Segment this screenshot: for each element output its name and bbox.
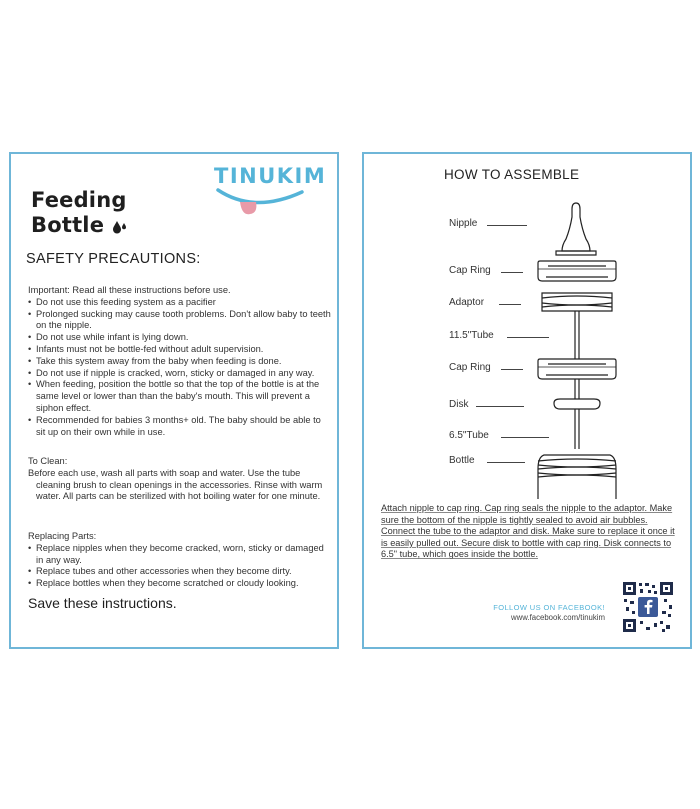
list-item: • When feeding, position the bottle so that the top of the bottle is at the same level or lower than than the baby's mouth. This will prevent a siphon effect. (28, 379, 332, 414)
label-cap-ring-bottom: Cap Ring (449, 362, 491, 373)
assembly-diagram (524, 199, 634, 499)
title-line-bottle: Bottle (31, 213, 105, 237)
smile-tongue-icon (214, 188, 329, 224)
facebook-icon (638, 597, 658, 617)
list-item: • Do not use if nipple is cracked, worn, sticky or damaged in any way. (28, 368, 332, 380)
assembly-instructions: Attach nipple to cap ring. Cap ring seals the nipple to the adaptor. Make sure the bottom of the nipple is tightly sealed to avoid air bubbles. Connect the tube to the adaptor and disk. Make sure to replace it once it is easily pulled out. Secure disk to bottle with cap ring. Disk connects to 6.5" tube, which goes inside the bottle. (381, 503, 675, 560)
replace-section (28, 531, 332, 590)
label-bottle: Bottle (449, 455, 475, 466)
label-disk: Disk (449, 399, 469, 410)
facebook-url[interactable]: www.facebook.com/tinukim (510, 613, 605, 622)
label-cap-ring-top: Cap Ring (449, 265, 491, 276)
label-tube-short: 6.5"Tube (449, 430, 489, 441)
disk-part (554, 399, 600, 409)
important-heading: Important: Read all these instructions before use. (28, 285, 231, 295)
leader-line (501, 272, 523, 273)
short-tube-part (575, 409, 579, 449)
long-tube-part (575, 311, 579, 359)
nipple-part (556, 203, 596, 255)
leader-line (487, 225, 527, 226)
leader-line (487, 462, 525, 463)
title-line-bottle-row (31, 213, 128, 240)
logo-text: TINUKIM (214, 164, 327, 188)
product-title (31, 188, 128, 240)
safety-title: SAFETY PRECAUTIONS: (26, 251, 201, 267)
qr-code-icon (622, 581, 674, 633)
label-nipple: Nipple (449, 218, 478, 229)
list-item: • Do not use while infant is lying down. (28, 332, 332, 344)
bottle-part (538, 455, 616, 499)
important-list (28, 297, 332, 439)
save-instructions: Save these instructions. (28, 595, 177, 611)
clean-text: Before each use, wash all parts with soap and water. Use the tube cleaning brush to clean openings in the accessories. Rinse with warm water. All parts can be sterilized with hot boiling water for one minute. (28, 467, 323, 502)
list-item: • Infants must not be bottle-fed without adult supervision. (28, 344, 332, 356)
list-item: • Replace tubes and other accessories when they become dirty. (28, 566, 332, 578)
adaptor-part (542, 293, 612, 311)
cap-ring-part-bottom (538, 359, 616, 379)
important-section (28, 285, 332, 438)
follow-facebook-text: FOLLOW US ON FACEBOOK! (493, 603, 605, 612)
clean-heading: To Clean: (28, 456, 68, 466)
list-item: • Replace nipples when they become cracked, worn, sticky or damaged in any way. (28, 543, 332, 567)
tinukim-logo (214, 164, 329, 224)
label-adaptor: Adaptor (449, 297, 485, 308)
leader-line (476, 406, 524, 407)
clean-section (28, 456, 332, 503)
assembly-card (362, 152, 692, 649)
label-tube-long: 11.5"Tube (449, 330, 494, 341)
list-item: • Do not use this feeding system as a pacifier (28, 297, 332, 309)
replace-list (28, 543, 332, 590)
title-line-feeding: Feeding (31, 188, 127, 212)
cap-ring-part-top (538, 261, 616, 281)
list-item: • Recommended for babies 3 months+ old. The baby should be able to sit up on their own while in use. (28, 415, 332, 439)
safety-card (9, 152, 339, 649)
leader-line (499, 304, 521, 305)
water-drop-icon (112, 215, 128, 240)
list-item: • Prolonged sucking may cause tooth problems. Don't allow baby to teeth on the nipple. (28, 309, 332, 333)
list-item: • Replace bottles when they become scratched or cloudy looking. (28, 578, 332, 590)
replace-heading: Replacing Parts: (28, 531, 97, 541)
list-item: • Take this system away from the baby when feeding is done. (28, 356, 332, 368)
assemble-title: HOW TO ASSEMBLE (444, 167, 580, 182)
leader-line (501, 369, 523, 370)
